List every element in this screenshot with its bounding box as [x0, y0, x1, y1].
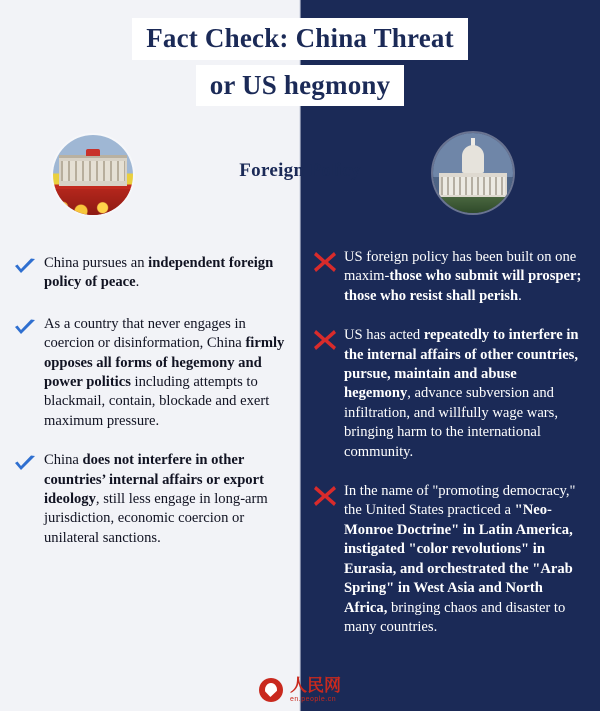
poster-header: [0, 0, 600, 111]
title-line-2: or US hegmony: [196, 65, 405, 107]
check-icon: [12, 254, 38, 276]
china-point-3-text: China does not interfere in other countries’ internal affairs or export ideology, still less engage in long-arm jurisdiction, economic coercion or unilateral sanctions.: [44, 452, 268, 546]
section-heading-label: Foreign Policy: [239, 160, 361, 181]
section-heading: [0, 158, 600, 184]
us-point-3-text: In the name of "promoting democracy," the United States practiced a "Neo-Monroe Doctrine" in Latin America, instigated "color revolutions" in Eurasia, and orchestrated the "Arab Spring" in West Asia and North Africa, bringing chaos and disaster to many countries.: [344, 483, 576, 635]
title-line-1: Fact Check: China Threat: [132, 18, 468, 60]
list-item: [300, 482, 600, 637]
check-icon: [12, 315, 38, 337]
list-item: [300, 326, 600, 462]
publisher-logo: [0, 677, 600, 703]
china-point-1-text: China pursues an independent foreign policy of peace.: [44, 255, 274, 291]
list-item: [0, 315, 300, 431]
us-column: [300, 248, 600, 657]
china-point-2-text: As a country that never engages in coercion or disinformation, China firmly opposes all forms of hegemony and power politics including attempts to blackmail, contain, blockade and exert maximum pressure.: [44, 315, 285, 429]
list-item: [0, 254, 300, 293]
cross-icon: [312, 326, 338, 350]
logo-subtext: en.people.cn: [290, 696, 337, 703]
cross-icon: [312, 482, 338, 506]
check-icon: [12, 451, 38, 473]
list-item: [300, 248, 600, 306]
list-item: [0, 451, 300, 548]
cross-icon: [312, 248, 338, 272]
china-column: [0, 248, 300, 568]
us-point-2-text: US has acted repeatedly to interfere in the internal affairs of other countries, pursue, maintain and abuse hegemony, advance subversion and infiltration, and willfully wage wars, bringing harm to the international community.: [344, 327, 579, 460]
us-point-1-text: US foreign policy has been built on one maxim-those who submit will prosper; those who resist shall perish.: [344, 249, 582, 304]
logo-text: 人民网: [290, 676, 341, 695]
people-cn-logo-icon: [259, 678, 283, 702]
